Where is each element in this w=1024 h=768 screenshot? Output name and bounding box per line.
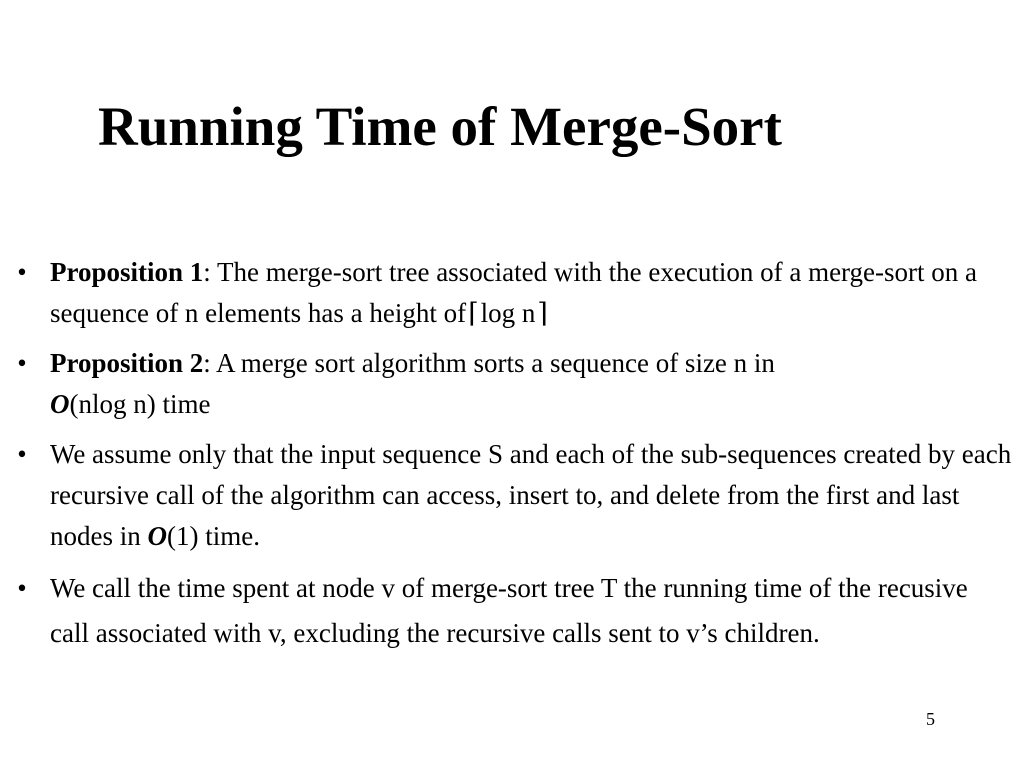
bullet-list: [12, 252, 1012, 665]
assumption-text: We assume only that the input sequence S and each of the sub-sequences created by each recursive call of the algorithm can access, insert to, and delete from the first and last nodes in: [50, 439, 1012, 551]
proposition-1-text: : The merge-sort tree associated with the execution of a merge-sort on a sequence of n elements has a height of: [50, 257, 978, 328]
ceiling-expression: log n: [480, 298, 536, 328]
proposition-2-label: Proposition 2: [50, 348, 204, 378]
proposition-1-label: Proposition 1: [50, 257, 204, 287]
bullet-proposition-1: [12, 252, 1012, 334]
bullet-marker: •: [17, 348, 27, 378]
proposition-2-complexity: (nlog n) time: [69, 389, 211, 419]
bullet-assumption: [12, 434, 1012, 557]
assumption-complexity: (1) time.: [167, 521, 260, 551]
ceiling-right-symbol: ⌉: [537, 298, 548, 328]
big-o-symbol: O: [50, 389, 70, 419]
ceiling-left-symbol: ⌈: [468, 298, 479, 328]
page-number: 5: [926, 709, 935, 729]
bullet-marker: •: [17, 573, 27, 603]
bullet-proposition-2: [12, 343, 1012, 425]
bullet-marker: •: [17, 439, 27, 469]
bullet-marker: •: [17, 257, 27, 287]
bullet-running-time-definition: [12, 566, 1012, 656]
running-time-definition-text: We call the time spent at node v of merge-sort tree T the running time of the recusive call associated with v, excluding the recursive calls sent to v’s children.: [50, 573, 968, 648]
slide-title: Running Time of Merge-Sort: [98, 96, 782, 157]
proposition-2-text: : A merge sort algorithm sorts a sequence of size n in: [203, 348, 775, 378]
big-o-symbol: O: [147, 521, 167, 551]
